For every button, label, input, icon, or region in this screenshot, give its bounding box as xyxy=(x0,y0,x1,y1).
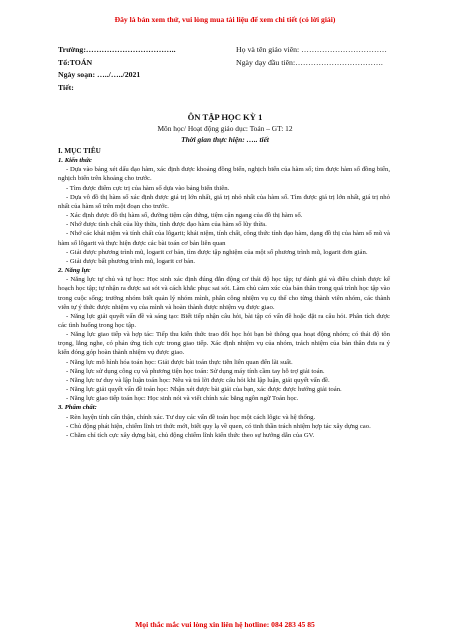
subsection-heading: 1. Kiến thức xyxy=(58,157,92,165)
paragraph: - Giải được phương trình mũ, logarit cơ bản, tìm được tập nghiệm của một số phương trình mũ, logarit đơn giản. xyxy=(66,248,368,256)
date-field: Ngày soạn: …../…../2021 xyxy=(58,70,141,79)
paragraph: - Tìm được điểm cực trị của hàm số dựa vào bảng biến thiên. xyxy=(66,184,230,192)
hotline-banner: Mọi thắc mắc vui lòng xin liên hệ hotline: 084 283 45 85 xyxy=(135,620,315,629)
paragraph: - Năng lực giao tiếp toán học: Học sinh nói và viết chính xác bằng ngôn ngữ Toán học. xyxy=(66,395,299,403)
section-heading: I. MỤC TIÊU xyxy=(58,147,101,155)
paragraph: - Năng lực sử dụng công cụ và phương tiện học toán: Sử dụng máy tính cầm tay hỗ trợ giải toán. xyxy=(66,367,325,375)
paragraph: - Nhớ được tính chất của lũy thừa, tính được đạo hàm của hàm số lũy thừa. xyxy=(66,221,267,229)
paragraph: - Chủ động phát hiện, chiếm lĩnh tri thức mới, biết quy lạ về quen, có tinh thần trách nhiệm hợp tác xây dựng cao. xyxy=(66,422,371,430)
paragraph: - Giải được bất phương trình mũ, logarit cơ bản. xyxy=(66,257,196,265)
paragraph: - Chăm chỉ tích cực xây dựng bài, chủ động chiếm lĩnh kiến thức theo sự hướng dẫn của GV. xyxy=(66,431,315,439)
paragraph: - Dựa vào bảng xét dấu đạo hàm, xác định được khoảng đồng biến, nghịch biến của hàm số; tìm được hàm số đồng biến, nghịch biến trên khoảng cho trước. xyxy=(58,166,390,183)
lesson-field: Tiết: xyxy=(58,82,74,92)
document-title: ÔN TẬP HỌC KỲ 1 xyxy=(187,112,263,122)
paragraph: - Năng lực giao tiếp và hợp tác: Tiếp thu kiến thức trao đổi học hỏi bạn bè thông qua hoạt động nhóm; có thái độ tôn trọng, lắng nghe, có phản ứng tích cực trong giao tiếp. Xác định nhiệm vụ của nhóm, trách nhiệm của bản thân đưa ra ý kiến đóng góp hoàn thành nhiệm vụ được giao. xyxy=(58,331,390,357)
paragraph: - Năng lực mô hình hóa toán học: Giải được bài toán thực tiễn liên quan đến lãi suất. xyxy=(66,358,293,366)
time-line: Thời gian thực hiện: ….. tiết xyxy=(181,135,269,144)
paragraph: - Năng lực giải quyết vấn đề và sáng tạo: Biết tiếp nhận câu hỏi, bài tập có vấn đề hoặc đặt ra câu hỏi. Phân tích được các tình huống trong học tập. xyxy=(58,312,390,329)
teacher-field: Họ và tên giáo viên: …………………………… xyxy=(236,45,387,54)
paragraph: - Rèn luyện tính cẩn thận, chính xác. Tư duy các vấn đề toán học một cách lôgic và hệ thống. xyxy=(66,413,316,421)
paragraph: - Năng lực tư duy và lập luận toán học: Nêu và trả lời được câu hỏi khi lập luận, giải quyết vấn đề. xyxy=(66,376,330,384)
document-body xyxy=(58,147,390,440)
subject-line: Môn học/ Hoạt động giáo dục: Toán – GT: 12 xyxy=(157,124,293,133)
subsection-heading: 2. Năng lực xyxy=(58,267,91,275)
paragraph: - Năng lực tự chủ và tự học: Học sinh xác định đúng đắn động cơ thái độ học tập; tự đánh giá và điều chỉnh được kế hoạch học tập; tự nhận ra được sai sót và cách khắc phục sai sót. Làm chủ cảm xúc của bản thân trong quá trình học tập vào trong cuộc sống; trưởng nhóm biết quản lý nhóm mình, phân công nhiệm vụ cụ thể cho từng thành viên nhóm, các thành viên tự ý thức được nhiệm vụ của mình và hoàn thành được nhiệm vụ được giao. xyxy=(58,276,390,311)
teach-date-field: Ngày dạy đầu tiên:……………………………. xyxy=(236,57,383,67)
school-field: Trường:…………………………….. xyxy=(58,45,176,54)
paragraph: - Nhớ các khái niệm và tính chất của lôgarit; khái niệm, tính chất, công thức tính đạo hàm, dạng đồ thị của hàm số mũ và hàm số lôgarit và thực hiện được các bài toán cơ bản liên quan xyxy=(58,230,390,247)
paragraph: - Dựa vô đồ thị hàm số xác định được giá trị lớn nhất, giá trị nhỏ nhất của hàm số. Tìm được giá trị lớn nhất, giá trị nhỏ nhất của hàm số trên một đoạn cho trước. xyxy=(58,193,390,210)
group-field: Tổ:TOÁN xyxy=(58,57,93,67)
subsection-heading: 3. Phẩm chất: xyxy=(58,404,97,412)
paragraph: - Năng lực giải quyết vấn đề toán học: Nhận xét được bài giải của bạn, xác được được hướng giải toán. xyxy=(66,386,342,394)
paragraph: - Xác định được đồ thị hàm số, đường tiệm cận đứng, tiệm cận ngang của đồ thị hàm số. xyxy=(66,212,303,220)
preview-banner: Đây là bản xem thử, vui lòng mua tài liệu để xem chi tiết (có lời giải) xyxy=(114,15,336,24)
